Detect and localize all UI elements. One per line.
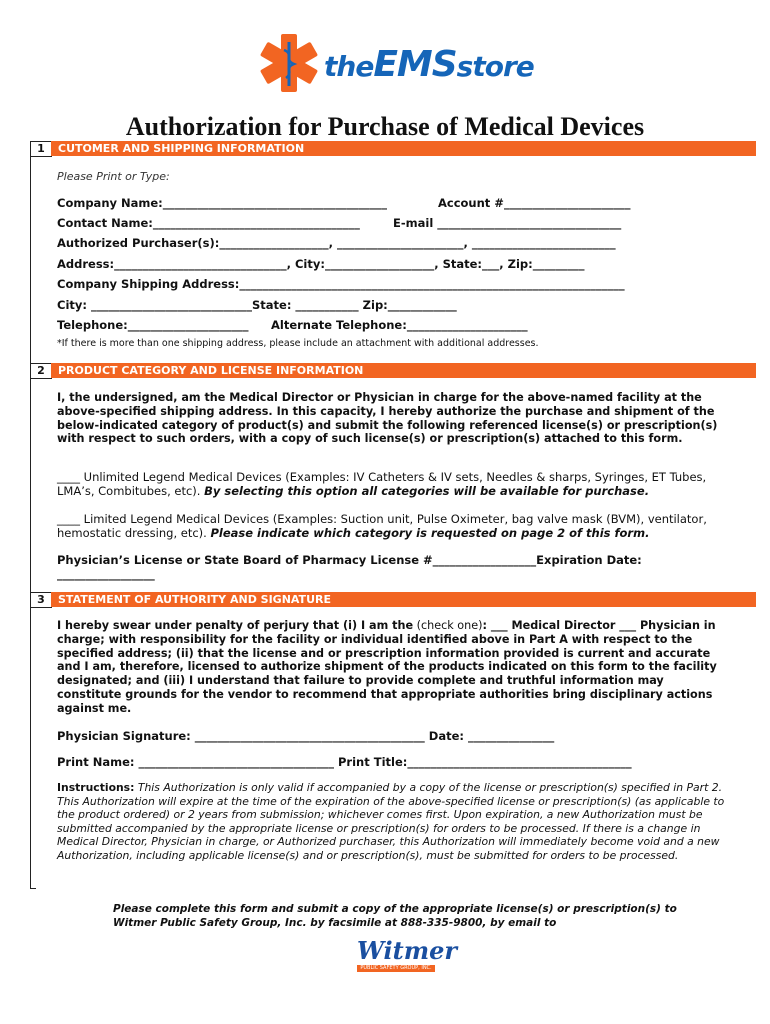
authorization-statement: I, the undersigned, am the Medical Director or Physician in charge for the above-named facility at the above-specified shipping address. In this capacity, I hereby authorize the purchase and shipment of the below-indicated category of product(s) and submit the following referenced license(s) or prescription(s) with respect to such orders, with a copy of such license(s) or prescription(s) attached to this form.	[57, 391, 718, 446]
submission-instructions: Please complete this form and submit a copy of the appropriate license(s) or prescription(s) to Witmer Public Safety Group, Inc. by facsimile at 888-335-9800, by email to	[113, 903, 677, 929]
frame-bottom	[30, 888, 36, 889]
contact-name-field[interactable]: Contact Name:____________________________________	[57, 216, 360, 230]
company-name-field[interactable]: Company Name:_______________________________________	[57, 196, 388, 210]
section-2-heading: PRODUCT CATEGORY AND LICENSE INFORMATION	[51, 363, 756, 378]
company-shipping-address-field[interactable]: Company Shipping Address:___________________________________________________________________	[57, 277, 625, 291]
section-3-number: 3	[30, 592, 52, 608]
expiration-date-field[interactable]: _________________	[57, 567, 155, 581]
account-field[interactable]: Account #______________________	[438, 196, 631, 210]
shipping-note: *If there is more than one shipping address, please include an attachment with additional addresses.	[57, 338, 539, 349]
print-instruction: Please Print or Type:	[57, 170, 170, 183]
section-2-number: 2	[30, 363, 52, 379]
address-field[interactable]: Address:______________________________, City:___________________, State:___, Zip:_________	[57, 257, 585, 271]
perjury-statement: I hereby swear under penalty of perjury that (i) I am the (check one): ___ Medical Director ___ Physician in charge; with responsibility for the facility or individual identified above in Part A with respect to the specified address; (ii) that the license and or prescription information provided is current and accurate and I am, therefore, licensed to authorize shipment of the products indicated on this form to the facility designated; and (iii) I understand that failure to provide complete and truthful information may constitute grounds for the vendor to recommend that appropriate authorities bring disciplinary actions against me.	[57, 619, 717, 715]
logo-wordmark: theEMSstore	[324, 44, 534, 85]
limited-devices-option[interactable]: ____ Limited Legend Medical Devices (Examples: Suction unit, Pulse Oximeter, bag valve mask (BVM), ventilator, hemostatic dressing, etc). Please indicate which category is requested on page 2 of this form.	[57, 512, 707, 540]
witmer-logo: Witmer PUBLIC SAFETY GROUP, INC.	[357, 936, 458, 971]
section-3-heading: STATEMENT OF AUTHORITY AND SIGNATURE	[51, 592, 756, 607]
telephone-field[interactable]: Telephone:_____________________	[57, 318, 249, 332]
star-of-life-icon	[258, 32, 320, 94]
physician-signature-field[interactable]: Physician Signature: ________________________________________ Date: _______________	[57, 729, 555, 743]
authorized-purchaser-field[interactable]: Authorized Purchaser(s):___________________, ______________________, _________________________	[57, 236, 616, 250]
instructions-text: Instructions: This Authorization is only valid if accompanied by a copy of the license or prescription(s) specified in Part 2. This Authorization will expire at the time of the expiration of the above-specified license or prescription(s) (as applicable to the product ordered) or 2 years from submission; whichever comes first. Upon expiration, a new Authorization must be submitted accompanied by the appropriate license or prescription(s) for orders to be processed. If there is a change in Medical Director, Physician in charge, or Authorized purchaser, this Authorization will immediately become void and a new Authorization, including applicable license(s) and or prescription(s), must be submitted for orders to be processed.	[57, 781, 725, 862]
page-title: Authorization for Purchase of Medical Devices	[125, 112, 645, 141]
print-name-title-field[interactable]: Print Name: __________________________________ Print Title:_______________________________________	[57, 755, 632, 769]
license-number-field[interactable]: Physician’s License or State Board of Pharmacy License #__________________Expiration Date:	[57, 553, 642, 567]
section-1-number: 1	[30, 141, 52, 157]
email-field[interactable]: E-mail ________________________________	[393, 216, 622, 230]
unlimited-devices-option[interactable]: ____ Unlimited Legend Medical Devices (Examples: IV Catheters & IV sets, Needles & sharps, Syringes, ET Tubes, LMA’s, Combitubes, etc). By selecting this option all categories will be available for purchase.	[57, 470, 707, 498]
city-state-zip-field[interactable]: City: ____________________________State: ___________ Zip:____________	[57, 298, 457, 312]
section-1-heading: CUTOMER AND SHIPPING INFORMATION	[51, 141, 756, 156]
ems-store-logo	[258, 32, 534, 94]
alternate-telephone-field[interactable]: Alternate Telephone:_____________________	[271, 318, 528, 332]
